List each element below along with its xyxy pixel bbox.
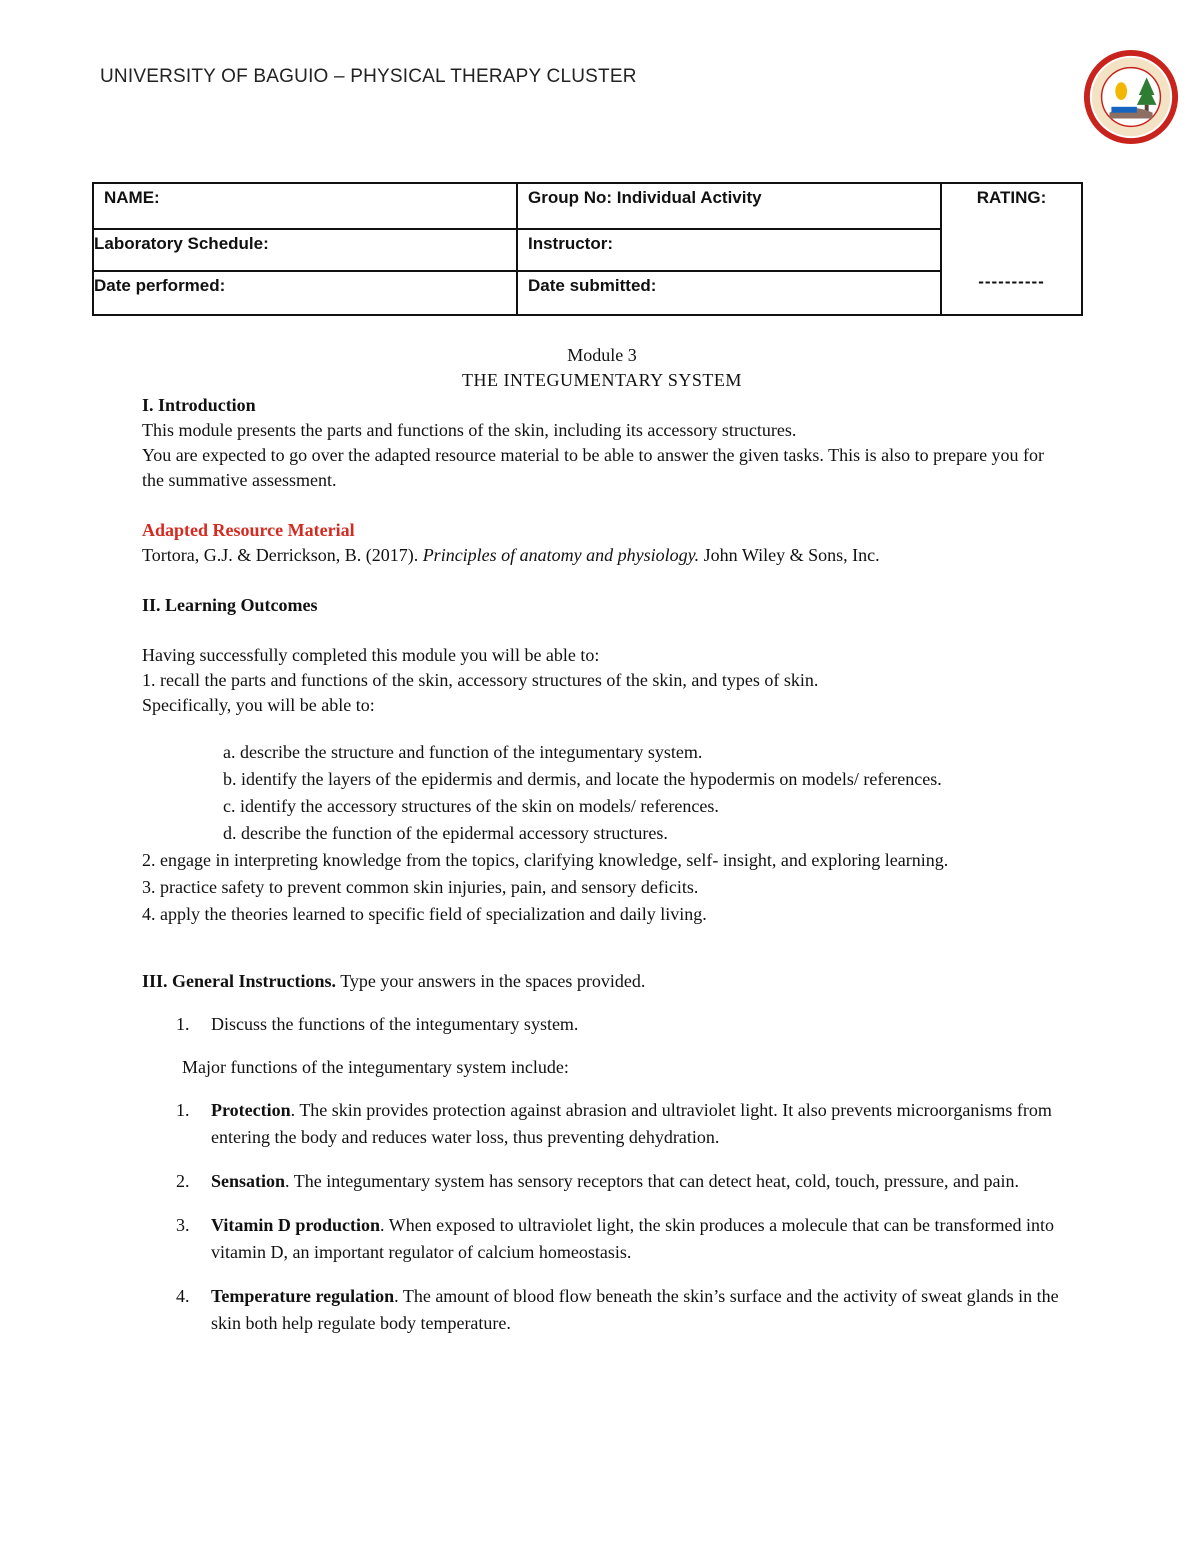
learning-outcomes-intro: Having successfully completed this module you will be able to: [142,645,600,665]
introduction-line-2: You are expected to go over the adapted resource material to be able to answer the given tasks. This is also to prepare you for the summative assessment. [142,445,1045,490]
general-instructions: III. General Instructions. Type your answers in the spaces provided. [142,971,646,991]
student-info-table [92,182,1083,316]
institution-header: UNIVERSITY OF BAGUIO – PHYSICAL THERAPY CLUSTER [100,66,637,87]
rating-label: RATING: [976,188,1047,207]
instructions-heading: III. General Instructions. [142,971,337,991]
outcome-item-3: 3. practice safety to prevent common skin injuries, pain, and sensory deficits. [142,877,699,897]
module-number: Module 3 [567,345,637,365]
functions-list[interactable] [142,1097,1062,1337]
module-title: THE INTEGUMENTARY SYSTEM [462,370,742,390]
name-cell[interactable] [93,183,517,229]
university-seal-icon [1082,48,1180,146]
function-term: Vitamin D production [211,1215,381,1235]
outcome-item-1: 1. recall the parts and functions of the skin, accessory structures of the skin, and types of skin. [142,670,819,690]
outcome-item-4: 4. apply the theories learned to specific field of specialization and daily living. [142,904,707,924]
date-submitted-cell[interactable] [517,271,941,315]
group-label: Group No: Individual Activity [528,188,762,207]
list-item: 2. Sensation. The integumentary system has sensory receptors that can detect heat, cold, touch, pressure, and pain. [176,1171,1019,1191]
date-submitted-label: Date submitted: [528,276,657,295]
date-performed-cell[interactable] [93,271,517,315]
rating-value: ---------- [978,272,1045,291]
function-term: Temperature regulation [211,1286,395,1306]
rating-cell[interactable] [941,183,1082,315]
group-cell [517,183,941,229]
lab-schedule-label: Laboratory Schedule: [94,234,269,253]
learning-outcomes-heading: II. Learning Outcomes [142,595,318,615]
list-item: 1. Protection. The skin provides protection against abrasion and ultraviolet light. It also prevents microorganisms from entering the body and reduces water loss, thus preventing dehydration. [176,1100,1052,1147]
question-item [142,1011,1062,1038]
list-item: 3. Vitamin D production. When exposed to ultraviolet light, the skin produces a molecule that can be transformed into vitamin D, an important regulator of calcium homeostasis. [176,1215,1055,1262]
resource-heading: Adapted Resource Material [142,520,355,540]
instructor-cell[interactable] [517,229,941,271]
outcome-sub-list [223,740,1062,846]
outcome-sub-item: c. identify the accessory structures of the skin on models/ references. [223,796,719,816]
lab-schedule-cell[interactable] [93,229,517,271]
resource-citation: Tortora, G.J. & Derrickson, B. (2017). Principles of anatomy and physiology. John Wiley & Sons, Inc. [142,545,880,565]
introduction-heading: I. Introduction [142,395,256,415]
outcome-sub-item: a. describe the structure and function of the integumentary system. [223,742,703,762]
function-term: Protection [211,1100,291,1120]
name-label: NAME: [104,188,160,207]
instructor-label: Instructor: [528,234,613,253]
outcome-sub-item: d. describe the function of the epidermal accessory structures. [223,823,668,843]
list-item: 4. Temperature regulation. The amount of blood flow beneath the skin’s surface and the activity of sweat glands in the skin both help regulate body temperature. [176,1286,1059,1333]
function-term: Sensation [211,1171,286,1191]
date-performed-label: Date performed: [94,276,226,295]
question-number: 1. [176,1014,190,1034]
module-content [142,343,1062,1354]
outcome-item-2: 2. engage in interpreting knowledge from the topics, clarifying knowledge, self- insight, and exploring learning. [142,850,949,870]
outcome-specific: Specifically, you will be able to: [142,695,375,715]
citation-book-title: Principles of anatomy and physiology. [422,545,700,565]
outcome-sub-item: b. identify the layers of the epidermis and dermis, and locate the hypodermis on models/ references. [223,769,942,789]
introduction-line-1: This module presents the parts and functions of the skin, including its accessory structures. [142,420,797,440]
question-text: Discuss the functions of the integumentary system. [211,1014,579,1034]
answer-intro[interactable]: Major functions of the integumentary system include: [182,1057,569,1077]
